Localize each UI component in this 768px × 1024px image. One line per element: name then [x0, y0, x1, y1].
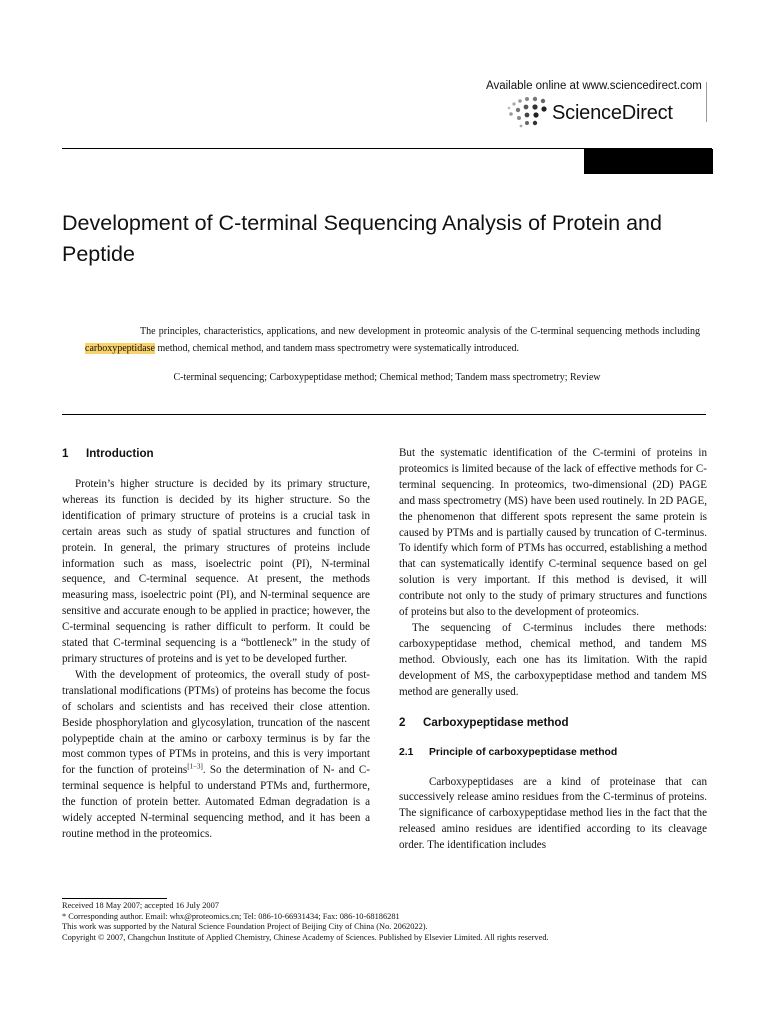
section-title: Introduction: [86, 447, 154, 460]
footnote-rule: [62, 898, 167, 899]
footnotes: [62, 901, 722, 943]
section-title: Carboxypeptidase method: [423, 715, 569, 729]
section-heading-introduction: [62, 446, 370, 462]
abstract-text-end: method, chemical method, and tandem mass spectrometry were systematically introduced.: [154, 343, 520, 354]
section-heading-carboxypeptidase: [399, 715, 707, 731]
right-column: [399, 446, 707, 854]
header-black-block: [584, 149, 713, 174]
article-title: Development of C-terminal Sequencing Analysis of Protein and Peptide: [62, 211, 662, 266]
paragraph-2-end: . So the determination of N- and C-terminal sequence is helpful to understand PTMs and, furthermore, the function of protein better. Automated Edman degradation is a widely accepted N-terminal sequencing method, and it has been a routine method in the proteomics.: [62, 764, 370, 840]
sciencedirect-logo-icon: [505, 96, 553, 130]
abstract-rule: [62, 414, 706, 415]
abstract-text-start: The principles, characteristics, applications, and new development in proteomic analysis of the C-terminal sequencing methods including: [140, 326, 700, 337]
keywords: C-terminal sequencing; Carboxypeptidase method; Chemical method; Tandem mass spectrometry; Review: [173, 372, 601, 383]
paragraph-3: But the systematic identification of the C-termini of proteins in proteomics is limited because of the lack of effective methods for C-terminal sequencing. In proteomics, two-dimensional (2D) PAGE and mass spectrometry (MS) have been used routinely. In 2D PAGE, the phenomenon that different spots represent the same protein is caused by PTMs and is partially caused by truncation of C-terminus. To identify which form of PTMs has occurred, establishing a method that can systematically identify C-terminal sequence based on gel solution is very important. If this method is devised, it will contribute not only to the study of primary structures and functions of proteins but also to the development of proteomics.: [399, 447, 707, 619]
paragraph-4: The sequencing of C-terminus includes there methods: carboxypeptidase method, chemical method, and tandem MS method. Obviously, each one has its limitation. With the rapid development of MS, the carboxypeptidase method and tandem MS method are generally used.: [399, 621, 707, 698]
subsection-number: 2.1: [399, 746, 414, 758]
left-column: [62, 446, 370, 843]
sciencedirect-brand: ScienceDirect: [552, 102, 673, 124]
paragraph-5: Carboxypeptidases are a kind of proteinase that can successively release amino residues from the C-terminus of proteins. The significance of carboxypeptidase method lies in the fact that the released amino residues are identified according to its cleavage order. The identification includes: [399, 775, 707, 852]
abstract-highlight: carboxypeptidase: [85, 343, 155, 354]
citation-ref[interactable]: [1−3]: [187, 762, 203, 771]
abstract: [85, 323, 700, 357]
received-date: Received 18 May 2007; accepted 16 July 2007: [62, 901, 219, 910]
available-online-text[interactable]: Available online at www.sciencedirect.com: [486, 80, 702, 92]
funding-note: This work was supported by the Natural Science Foundation Project of Beijing City of China (No. 2062022).: [62, 922, 428, 932]
paragraph-2: [62, 668, 370, 843]
section-number: 2: [399, 715, 406, 729]
paragraph-1: Protein’s higher structure is decided by its primary structure, whereas its function is decided by its higher structure. So the identification of primary structure of proteins is a crucial task in certain areas such as study of spatial structures and function of protein. In general, the primary structures of proteins include information such as mass, isoelectric point (PI), N-terminal sequence, and C-terminal sequence. At present, the methods measuring mass, isoelectric point (PI), and N-terminal sequence are sensitive and accurate enough to be applied in practice; however, the C-terminal sequencing is rather difficult to perform. It could be stated that C-terminal sequencing is a “bottleneck” in the study of primary structures of proteins and is yet to be developed further.: [62, 478, 370, 665]
logo-divider: [706, 82, 707, 122]
section-number: 1: [62, 447, 69, 460]
subsection-title: Principle of carboxypeptidase method: [429, 746, 618, 758]
corresponding-author: * Corresponding author. Email: whx@proteomics.cn; Tel: 086-10-66931434; Fax: 086-10-68186281: [62, 911, 400, 921]
subsection-heading-principle: [399, 745, 707, 760]
copyright-note: Copyright © 2007, Changchun Institute of Applied Chemistry, Chinese Academy of Sciences. Published by Elsevier Limited. All rights reserved.: [62, 932, 549, 942]
paragraph-2-start: With the development of proteomics, the overall study of post-translational modifications (PTMs) of proteins has become the focus of scholars and scientists and has received their close attention. Beside phosphorylation and glycosylation, truncation of the nascent polypeptide chain at the amino or carboxy terminus is by far the most common types of PTMs in proteins, and this is very important for the function of proteins: [62, 668, 370, 777]
